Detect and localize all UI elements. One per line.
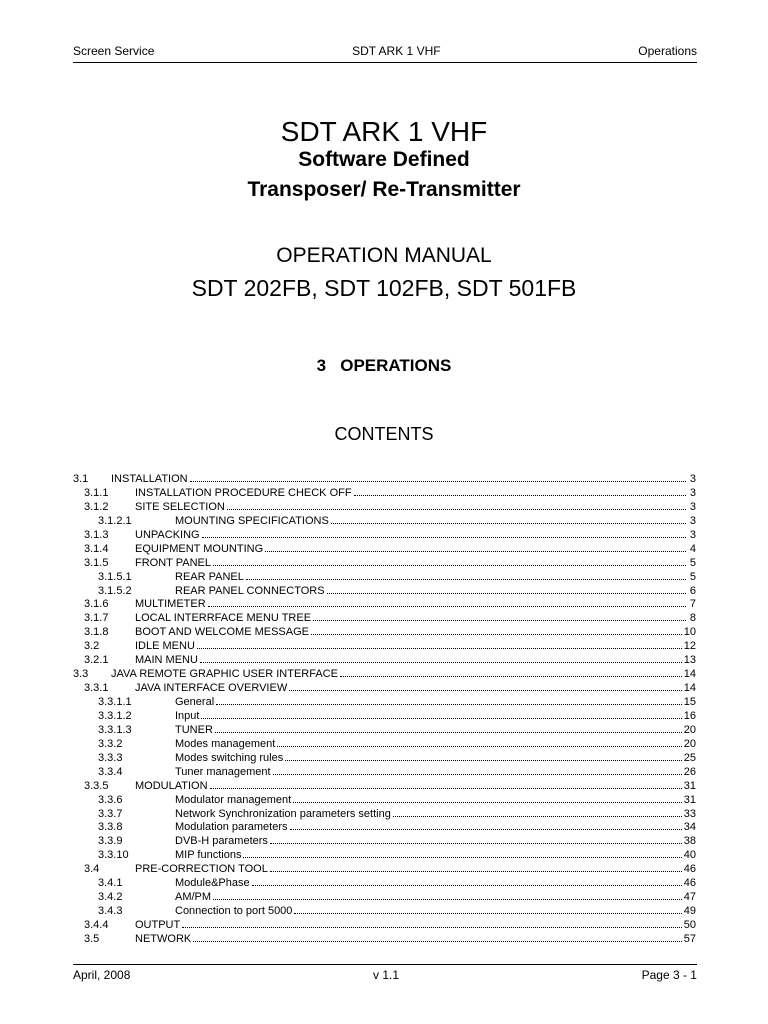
toc-entry-title: Modulation parameters	[175, 821, 288, 834]
document-title: SDT ARK 1 VHF	[280, 116, 488, 147]
toc-entry[interactable]	[73, 863, 696, 877]
toc-entry-page: 20	[683, 737, 696, 750]
toc-dot-leader	[202, 537, 686, 538]
toc-entry-page: 20	[683, 723, 696, 736]
toc-entry[interactable]	[73, 919, 696, 933]
toc-entry[interactable]	[73, 738, 696, 752]
toc-entry-number: 3.3	[73, 668, 89, 681]
toc-entry[interactable]	[73, 794, 696, 808]
toc-entry-title: INSTALLATION PROCEDURE CHECK OFF	[135, 486, 352, 499]
toc-entry-title: MAIN MENU	[135, 654, 198, 667]
toc-dot-leader	[354, 495, 686, 496]
toc-dot-leader	[270, 843, 682, 844]
toc-entry[interactable]	[73, 752, 696, 766]
toc-dot-leader	[252, 885, 682, 886]
toc-dot-leader	[246, 579, 686, 580]
toc-entry-number: 3.4.3	[98, 905, 123, 918]
toc-entry-title: Connection to port 5000	[175, 905, 293, 918]
toc-entry-number: 3.1.4	[84, 542, 109, 555]
toc-entry[interactable]	[73, 821, 696, 835]
toc-dot-leader	[293, 802, 682, 803]
toc-entry-number: 3.1.1	[84, 486, 109, 499]
header-left: Screen Service	[73, 44, 155, 58]
toc-entry[interactable]	[73, 529, 696, 543]
toc-dot-leader	[208, 606, 686, 607]
toc-entry-number: 3.5	[84, 932, 100, 945]
toc-entry-page: 5	[689, 556, 696, 569]
toc-entry-page: 50	[683, 919, 696, 931]
toc-entry-number: 3.2	[84, 640, 100, 653]
toc-entry-title: MIP functions	[175, 849, 242, 862]
toc-entry[interactable]	[73, 933, 696, 947]
toc-entry-title: Module&Phase	[175, 877, 250, 890]
toc-dot-leader	[215, 732, 682, 733]
toc-entry-page: 38	[683, 835, 696, 848]
toc-entry-page: 46	[683, 863, 696, 876]
toc-entry-page: 49	[683, 905, 696, 918]
toc-entry-page: 6	[689, 584, 696, 597]
toc-entry[interactable]	[73, 571, 696, 585]
toc-entry-page: 31	[683, 779, 696, 792]
toc-entry-page: 40	[683, 849, 696, 862]
toc-entry-number: 3.1.2	[84, 500, 109, 513]
toc-dot-leader	[201, 718, 681, 719]
contents-heading: CONTENTS	[334, 424, 434, 444]
toc-dot-leader	[313, 620, 686, 621]
toc-dot-leader	[200, 662, 682, 663]
toc-entry-title: JAVA REMOTE GRAPHIC USER INTERFACE	[111, 668, 338, 681]
toc-dot-leader	[331, 523, 686, 524]
toc-entry-page: 25	[683, 751, 696, 764]
toc-entry-number: 3.1.7	[84, 612, 109, 625]
toc-entry-page: 12	[683, 640, 696, 653]
toc-entry-title: SITE SELECTION	[135, 500, 225, 513]
toc-entry-number: 3.1.8	[84, 626, 109, 639]
toc-entry-number: 3.4.2	[98, 891, 123, 904]
toc-entry[interactable]	[73, 640, 696, 654]
toc-entry-number: 3.1.2.1	[98, 514, 132, 527]
toc-entry-page: 34	[683, 821, 696, 834]
toc-entry[interactable]	[73, 598, 696, 612]
toc-entry-page: 10	[683, 626, 696, 639]
toc-entry[interactable]	[73, 654, 696, 668]
toc-dot-leader	[190, 481, 686, 482]
toc-dot-leader	[327, 593, 686, 594]
toc-entry-title: General	[175, 696, 215, 708]
toc-dot-leader	[289, 690, 682, 691]
toc-entry-page: 3	[689, 486, 696, 499]
toc-entry[interactable]	[73, 766, 696, 780]
toc-entry-title: Input	[175, 709, 200, 722]
toc-entry-number: 3.3.5	[84, 779, 109, 792]
footer-page-number: Page 3 - 1	[641, 968, 697, 982]
toc-entry-title: Modes switching rules	[175, 751, 284, 764]
toc-dot-leader	[311, 634, 682, 635]
toc-entry-number: 3.3.3	[98, 751, 123, 764]
footer-version: v 1.1	[372, 968, 399, 982]
toc-entry-page: 14	[683, 668, 696, 681]
toc-entry-number: 3.3.1	[84, 682, 109, 695]
toc-entry-title: REAR PANEL	[175, 570, 244, 583]
toc-entry-page: 13	[683, 654, 696, 667]
toc-entry[interactable]	[73, 710, 696, 724]
toc-entry[interactable]	[73, 473, 696, 487]
toc-entry-title: TUNER	[175, 723, 213, 736]
toc-entry-title: PRE-CORRECTION TOOL	[135, 863, 268, 876]
toc-entry[interactable]	[73, 543, 696, 557]
toc-entry[interactable]	[73, 877, 696, 891]
toc-dot-leader	[182, 927, 682, 928]
toc-dot-leader	[213, 565, 686, 566]
toc-entry-number: 3.4.1	[98, 877, 123, 890]
toc-entry-title: REAR PANEL CONNECTORS	[175, 584, 325, 597]
chapter-heading: 3 OPERATIONS	[316, 356, 452, 375]
header-right: Operations	[638, 44, 697, 58]
toc-dot-leader	[243, 857, 681, 858]
toc-entry-title: INSTALLATION	[111, 473, 188, 485]
toc-entry-page: 31	[683, 793, 696, 806]
toc-entry-page: 3	[689, 473, 696, 485]
toc-dot-leader	[227, 509, 686, 510]
toc-entry[interactable]	[73, 515, 696, 529]
toc-entry[interactable]	[73, 585, 696, 599]
toc-entry-title: LOCAL INTERRFACE MENU TREE	[135, 612, 312, 625]
toc-entry-number: 3.4.4	[84, 919, 109, 931]
toc-entry[interactable]	[73, 905, 696, 919]
toc-entry-number: 3.4	[84, 863, 100, 876]
toc-entry-page: 57	[683, 932, 696, 945]
footer-date: April, 2008	[73, 968, 131, 982]
toc-dot-leader	[273, 774, 682, 775]
page-header	[73, 42, 697, 63]
toc-entry-page: 3	[689, 500, 696, 513]
toc-dot-leader	[213, 899, 682, 900]
toc-entry-title: IDLE MENU	[135, 640, 195, 653]
toc-dot-leader	[294, 913, 681, 914]
toc-entry-title: MOUNTING SPECIFICATIONS	[175, 514, 329, 527]
toc-entry-number: 3.1.5.2	[98, 584, 132, 597]
toc-entry-number: 3.1.3	[84, 528, 109, 541]
toc-entry-number: 3.3.10	[98, 849, 129, 862]
toc-entry-title: Network Synchronization parameters setting	[175, 807, 391, 820]
toc-entry-number: 3.1	[73, 473, 89, 485]
toc-entry-page: 3	[689, 514, 696, 527]
toc-entry-page: 26	[683, 765, 696, 778]
toc-entry-page: 5	[689, 570, 696, 583]
manual-label: OPERATION MANUAL	[276, 244, 492, 267]
toc-entry-number: 3.3.1.2	[98, 709, 132, 722]
toc-entry-number: 3.1.5	[84, 556, 109, 569]
model-list: SDT 202FB, SDT 102FB, SDT 501FB	[191, 275, 577, 301]
toc-entry[interactable]	[73, 808, 696, 822]
toc-entry-number: 3.3.7	[98, 807, 123, 820]
toc-dot-leader	[270, 871, 682, 872]
toc-entry[interactable]	[73, 696, 696, 710]
toc-entry[interactable]	[73, 724, 696, 738]
toc-entry[interactable]	[73, 668, 696, 682]
toc-entry-title: EQUIPMENT MOUNTING	[135, 542, 264, 555]
toc-entry-number: 3.3.8	[98, 821, 123, 834]
toc-entry-title: UNPACKING	[135, 528, 200, 541]
toc-entry-page: 7	[689, 598, 696, 611]
toc-dot-leader	[340, 676, 682, 677]
header-center: SDT ARK 1 VHF	[352, 44, 441, 58]
toc-entry-number: 3.3.1.1	[98, 696, 132, 708]
toc-entry-page: 47	[683, 891, 696, 904]
toc-dot-leader	[265, 551, 686, 552]
toc-entry-title: MULTIMETER	[135, 598, 206, 611]
toc-entry-title: DVB-H parameters	[175, 835, 268, 848]
toc-dot-leader	[393, 816, 682, 817]
toc-entry[interactable]	[73, 626, 696, 640]
toc-entry[interactable]	[73, 891, 696, 905]
toc-entry-title: BOOT AND WELCOME MESSAGE	[135, 626, 309, 639]
toc-entry-number: 3.1.6	[84, 598, 109, 611]
toc-entry-number: 3.3.1.3	[98, 723, 132, 736]
toc-entry-title: Modulator management	[175, 793, 292, 806]
toc-entry-number: 3.2.1	[84, 654, 109, 667]
toc-entry[interactable]	[73, 835, 696, 849]
toc-dot-leader	[277, 746, 681, 747]
toc-entry[interactable]	[73, 780, 696, 794]
toc-dot-leader	[197, 648, 682, 649]
toc-entry-title: OUTPUT	[135, 919, 181, 931]
toc-dot-leader	[216, 704, 682, 705]
table-of-contents	[73, 473, 696, 947]
toc-entry-page: 14	[683, 682, 696, 695]
toc-entry[interactable]	[73, 557, 696, 571]
toc-entry[interactable]	[73, 612, 696, 626]
toc-entry-title: NETWORK	[135, 932, 192, 945]
page-footer	[73, 964, 697, 984]
toc-entry-page: 15	[683, 696, 696, 708]
toc-entry-page: 8	[689, 612, 696, 625]
toc-entry-title: AM/PM	[175, 891, 212, 904]
toc-dot-leader	[210, 788, 682, 789]
toc-entry-number: 3.3.4	[98, 765, 123, 778]
toc-entry[interactable]	[73, 487, 696, 501]
toc-entry-title: FRONT PANEL	[135, 556, 211, 569]
toc-entry-number: 3.1.5.1	[98, 570, 132, 583]
toc-entry[interactable]	[73, 501, 696, 515]
toc-entry-number: 3.3.9	[98, 835, 123, 848]
toc-entry-number: 3.3.6	[98, 793, 123, 806]
toc-entry-title: MODULATION	[135, 779, 208, 792]
toc-entry[interactable]	[73, 849, 696, 863]
toc-entry-page: 3	[689, 528, 696, 541]
toc-entry-title: Tuner management	[175, 765, 271, 778]
toc-entry[interactable]	[73, 682, 696, 696]
toc-entry-title: JAVA INTERFACE OVERVIEW	[135, 682, 288, 695]
toc-entry-page: 4	[689, 542, 696, 555]
toc-entry-page: 33	[683, 807, 696, 820]
toc-dot-leader	[193, 941, 682, 942]
toc-dot-leader	[285, 760, 682, 761]
toc-dot-leader	[290, 829, 682, 830]
document-subtitle-1: Software Defined	[298, 148, 470, 171]
toc-entry-title: Modes management	[175, 737, 276, 750]
toc-entry-page: 46	[683, 877, 696, 890]
toc-entry-page: 16	[683, 709, 696, 722]
toc-entry-number: 3.3.2	[98, 737, 123, 750]
document-subtitle-2: Transposer/ Re-Transmitter	[247, 178, 521, 201]
